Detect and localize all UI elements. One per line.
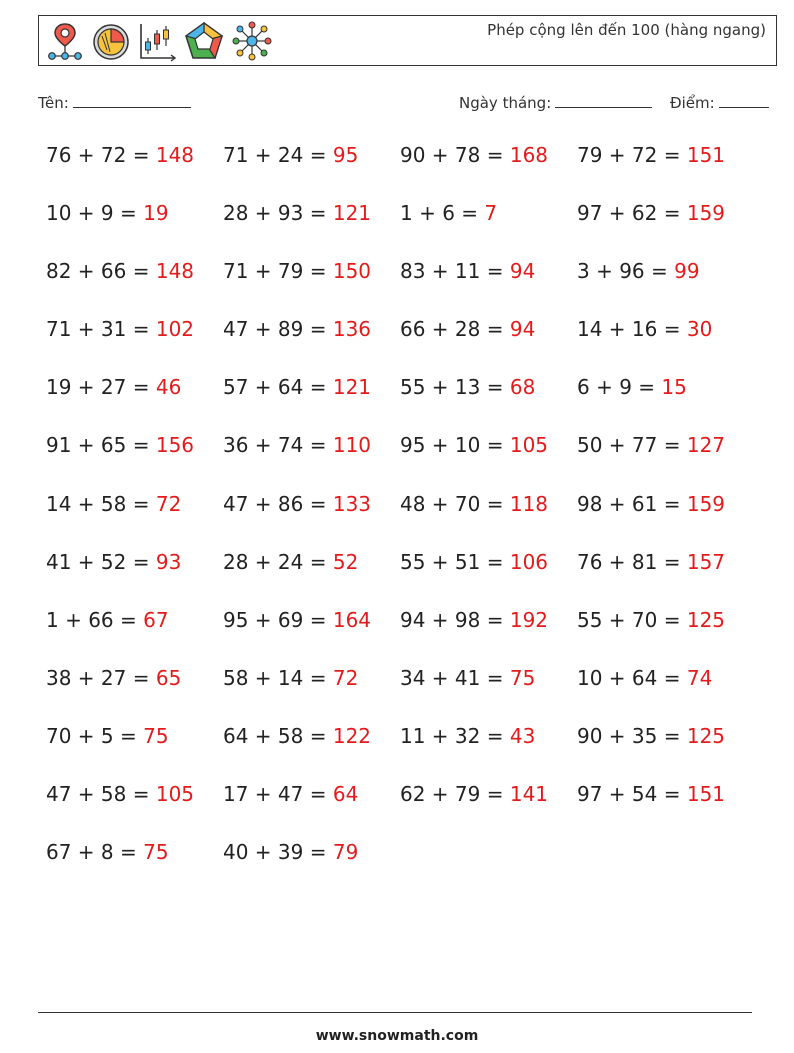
name-field (38, 93, 191, 112)
problem-question: 79 + 72 = (577, 143, 687, 167)
problem-answer: 110 (332, 433, 372, 458)
date-field (459, 93, 652, 112)
problem (223, 143, 400, 201)
problem-answer: 105 (509, 433, 549, 458)
problem-question: 67 + 8 = (46, 840, 144, 865)
problem-answer: 75 (143, 723, 169, 748)
problem-question: 83 + 11 = (400, 259, 510, 284)
problem (577, 724, 754, 782)
problem-question: 34 + 41 = (400, 665, 510, 690)
problem-question: 76 + 81 = (577, 549, 687, 574)
problem-answer: 46 (155, 375, 182, 400)
problem-row (46, 317, 766, 375)
problem (577, 666, 754, 724)
problem-question: 90 + 35 = (577, 723, 687, 748)
problem (400, 492, 577, 550)
problem (46, 666, 223, 724)
problem-question: 47 + 89 = (223, 317, 333, 342)
problem (46, 550, 223, 608)
problem-answer: 65 (155, 665, 182, 690)
problem (46, 433, 223, 491)
problem-question: 71 + 31 = (46, 317, 156, 342)
problem-question: 47 + 86 = (223, 491, 333, 516)
problem (46, 375, 223, 433)
problem-question: 1 + 66 = (46, 607, 144, 632)
header-icons (45, 20, 273, 62)
problem-question: 14 + 58 = (46, 491, 156, 516)
problem-question: 91 + 65 = (46, 433, 156, 458)
score-blank (719, 93, 769, 108)
problem-question: 66 + 28 = (400, 317, 510, 342)
score-field (670, 93, 769, 112)
problem-question: 28 + 93 = (223, 201, 333, 226)
network-icon (231, 20, 273, 62)
problem-answer: 74 (686, 665, 713, 690)
problem-answer: 93 (155, 549, 182, 574)
problem-question: 76 + 72 = (46, 143, 156, 167)
problem (577, 375, 754, 433)
problem-question: 47 + 58 = (46, 782, 156, 807)
header-box (38, 15, 777, 66)
problem-question: 97 + 54 = (577, 782, 687, 807)
problem-answer: 148 (155, 259, 195, 284)
problem-answer: 7 (484, 201, 498, 226)
problem (577, 143, 754, 201)
problem-row (46, 375, 766, 433)
problem-question: 50 + 77 = (577, 433, 687, 458)
problem (577, 492, 754, 550)
problem (223, 433, 400, 491)
problem-answer: 72 (155, 491, 182, 516)
problem-answer: 156 (155, 433, 195, 458)
name-label: Tên: (38, 94, 69, 112)
problem-row (46, 608, 766, 666)
problem (223, 782, 400, 840)
problem-answer: 95 (332, 143, 359, 167)
problem-question: 62 + 79 = (400, 782, 510, 807)
problem-answer: 125 (686, 723, 726, 748)
problem-question: 57 + 64 = (223, 375, 333, 400)
problem-answer: 19 (143, 201, 169, 226)
problem-answer: 121 (332, 201, 372, 226)
problem (400, 375, 577, 433)
problem (577, 201, 754, 259)
problem-question: 10 + 9 = (46, 201, 144, 226)
problem-grid (46, 143, 766, 898)
footer-site: www.snowmath.com (315, 1028, 479, 1044)
problem (46, 143, 223, 201)
problem-question: 55 + 70 = (577, 607, 687, 632)
worksheet-title: Phép cộng lên đến 100 (hàng ngang) (487, 21, 766, 39)
problem (577, 782, 754, 840)
problem (400, 433, 577, 491)
problem-question: 71 + 24 = (223, 143, 333, 167)
problem (400, 666, 577, 724)
problem-question: 97 + 62 = (577, 201, 687, 226)
problem-answer: 106 (509, 549, 549, 574)
problem-answer: 43 (509, 723, 536, 748)
problem-question: 90 + 78 = (400, 143, 510, 167)
problem-answer: 94 (509, 317, 536, 342)
problem-answer: 157 (686, 549, 726, 574)
problem-question: 36 + 74 = (223, 433, 333, 458)
problem-answer: 159 (686, 491, 726, 516)
problem (46, 201, 223, 259)
problem-answer: 105 (155, 782, 195, 807)
problem (223, 608, 400, 666)
problem-answer: 148 (155, 143, 195, 167)
problem (400, 143, 577, 201)
problem-question: 10 + 64 = (577, 665, 687, 690)
problem-question: 1 + 6 = (400, 201, 485, 226)
problem (577, 608, 754, 666)
footer-divider (38, 1012, 752, 1013)
problem-answer: 159 (686, 201, 726, 226)
problem (400, 317, 577, 375)
problem-answer: 75 (143, 840, 169, 865)
problem-answer: 94 (509, 259, 536, 284)
problem (223, 666, 400, 724)
problem-answer: 15 (661, 375, 687, 400)
problem-answer: 168 (509, 143, 549, 167)
problem (46, 724, 223, 782)
problem-row (46, 840, 766, 898)
problem-question: 94 + 98 = (400, 607, 510, 632)
problem-answer: 75 (509, 665, 536, 690)
problem-row (46, 492, 766, 550)
problem-row (46, 550, 766, 608)
problem-question: 41 + 52 = (46, 549, 156, 574)
problem-question: 11 + 32 = (400, 723, 510, 748)
problem-answer: 68 (509, 375, 536, 400)
problem (400, 259, 577, 317)
problem-answer: 150 (332, 259, 372, 284)
problem (577, 317, 754, 375)
problem-answer: 72 (332, 665, 359, 690)
problem-question: 82 + 66 = (46, 259, 156, 284)
problem-row (46, 259, 766, 317)
problem-question: 64 + 58 = (223, 723, 333, 748)
problem-question: 14 + 16 = (577, 317, 687, 342)
problem-question: 70 + 5 = (46, 723, 144, 748)
problem (223, 201, 400, 259)
problem-question: 95 + 10 = (400, 433, 510, 458)
problem (223, 840, 400, 898)
problem-answer: 102 (155, 317, 195, 342)
problem-question: 19 + 27 = (46, 375, 156, 400)
problem (46, 259, 223, 317)
problem-question: 17 + 47 = (223, 782, 333, 807)
problem-question: 71 + 79 = (223, 259, 333, 284)
problem-question: 40 + 39 = (223, 840, 333, 865)
candlestick-chart-icon (137, 20, 177, 62)
problem (223, 492, 400, 550)
problem-question: 55 + 51 = (400, 549, 510, 574)
problem-question: 58 + 14 = (223, 665, 333, 690)
problem-answer: 151 (686, 143, 726, 167)
problem-question: 95 + 69 = (223, 607, 333, 632)
problem (223, 317, 400, 375)
problem-answer: 192 (509, 607, 549, 632)
problem-answer: 133 (332, 491, 372, 516)
name-blank (73, 93, 191, 108)
problem-question: 48 + 70 = (400, 491, 510, 516)
problem-question: 38 + 27 = (46, 665, 156, 690)
problem-question: 28 + 24 = (223, 549, 333, 574)
problem-answer: 122 (332, 723, 372, 748)
problem-answer: 67 (143, 607, 169, 632)
problem-answer: 127 (686, 433, 726, 458)
problem (577, 550, 754, 608)
problem (577, 433, 754, 491)
problem-answer: 64 (332, 782, 359, 807)
score-label: Điểm: (670, 94, 715, 112)
problem-answer: 79 (332, 840, 359, 865)
problem (400, 724, 577, 782)
problem-answer: 125 (686, 607, 726, 632)
problem-row (46, 143, 766, 201)
problem-answer: 151 (686, 782, 726, 807)
problem-row (46, 666, 766, 724)
problem-question: 3 + 96 = (577, 259, 675, 284)
problem (400, 608, 577, 666)
problem (46, 608, 223, 666)
problem (223, 375, 400, 433)
problem-row (46, 201, 766, 259)
pentagon-chart-icon (183, 20, 225, 62)
problem-answer: 118 (509, 491, 549, 516)
problem-answer: 52 (332, 549, 359, 574)
problem (577, 259, 754, 317)
problem (400, 782, 577, 840)
problem-answer: 136 (332, 317, 372, 342)
date-label: Ngày tháng: (459, 94, 552, 112)
problem (400, 201, 577, 259)
problem-answer: 141 (509, 782, 549, 807)
location-pin-icon (45, 20, 85, 62)
pie-chart-icon (91, 20, 131, 62)
problem-question: 6 + 9 = (577, 375, 662, 400)
problem (46, 492, 223, 550)
problem-question: 55 + 13 = (400, 375, 510, 400)
problem (46, 782, 223, 840)
problem-answer: 30 (686, 317, 713, 342)
problem (223, 724, 400, 782)
problem-answer: 164 (332, 607, 372, 632)
problem (46, 840, 223, 898)
problem-row (46, 433, 766, 491)
date-blank (555, 93, 652, 108)
problem-answer: 99 (674, 259, 700, 284)
problem-question: 98 + 61 = (577, 491, 687, 516)
problem (223, 259, 400, 317)
problem-answer: 121 (332, 375, 372, 400)
problem-row (46, 782, 766, 840)
problem (400, 550, 577, 608)
problem-row (46, 724, 766, 782)
problem (46, 317, 223, 375)
problem (223, 550, 400, 608)
